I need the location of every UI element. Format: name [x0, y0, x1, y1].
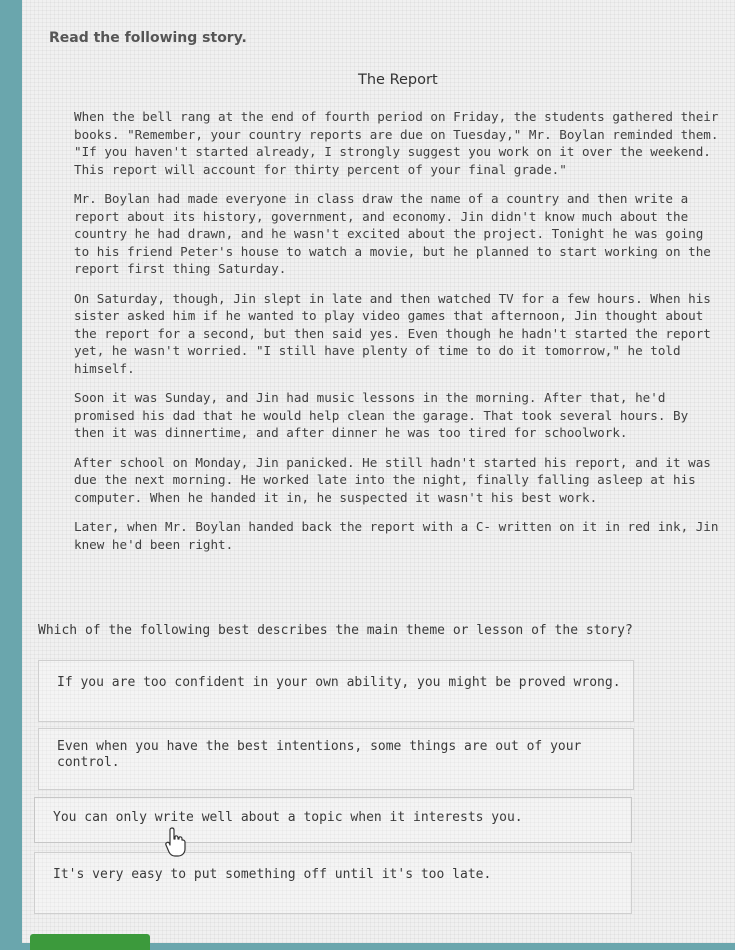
answer-option-1[interactable]	[38, 660, 634, 722]
answer-option-2[interactable]	[38, 728, 634, 790]
story-paragraph-1: When the bell rang at the end of fourth period on Friday, the students gathered their books. "Remember, your country reports are due on Tuesday," Mr. Boylan reminded them. "If you haven't started already, I strongly suggest you work on it over the weekend. This report will account for thirty percent of your final grade."	[74, 109, 719, 177]
answer-option-label: It's very easy to put something off until it's too late.	[53, 867, 492, 882]
instruction-text: Read the following story.	[49, 30, 247, 46]
story-paragraph-3: On Saturday, though, Jin slept in late and then watched TV for a few hours. When his sister asked him if he wanted to play video games that afternoon, Jin thought about the report for a second, but then said yes. Even though he hadn't started the report yet, he wasn't worried. "I still have plenty of time to do it tomorrow," he told himself.	[74, 290, 711, 376]
story-title: The Report	[358, 72, 438, 88]
story-paragraph-4: Soon it was Sunday, and Jin had music lessons in the morning. After that, he'd promised his dad that he would help clean the garage. That took several hours. By then it was dinnertime, and after dinner he was too tired for schoolwork.	[74, 390, 689, 440]
answer-option-label: Even when you have the best intentions, some things are out of your control.	[57, 739, 582, 770]
answer-option-3[interactable]	[34, 797, 632, 843]
story-paragraph-6: Later, when Mr. Boylan handed back the report with a C- written on it in red ink, Jin knew he'd been right.	[74, 519, 719, 552]
answer-option-4[interactable]	[34, 852, 632, 914]
next-button[interactable]	[30, 934, 150, 950]
story-paragraph-5: After school on Monday, Jin panicked. He still hadn't started his report, and it was due the next morning. He worked late into the night, finally falling asleep at his computer. When he handed it in, he suspected it wasn't his best work.	[74, 454, 711, 505]
assessment-screen	[22, 0, 735, 943]
answer-option-label: You can only write well about a topic when it interests you.	[53, 810, 523, 825]
answer-option-label: If you are too confident in your own ability, you might be proved wrong.	[57, 675, 621, 690]
question-prompt: Which of the following best describes the main theme or lesson of the story?	[38, 623, 633, 638]
story-paragraph-2: Mr. Boylan had made everyone in class draw the name of a country and then write a report about its history, government, and economy. Jin didn't know much about the country he had drawn, and he wasn't excited about the project. Tonight he was going to his friend Peter's house to watch a movie, but he planned to start working on the report first thing Saturday.	[74, 191, 711, 276]
hand-pointer-icon	[164, 826, 188, 858]
story-body	[74, 108, 726, 565]
